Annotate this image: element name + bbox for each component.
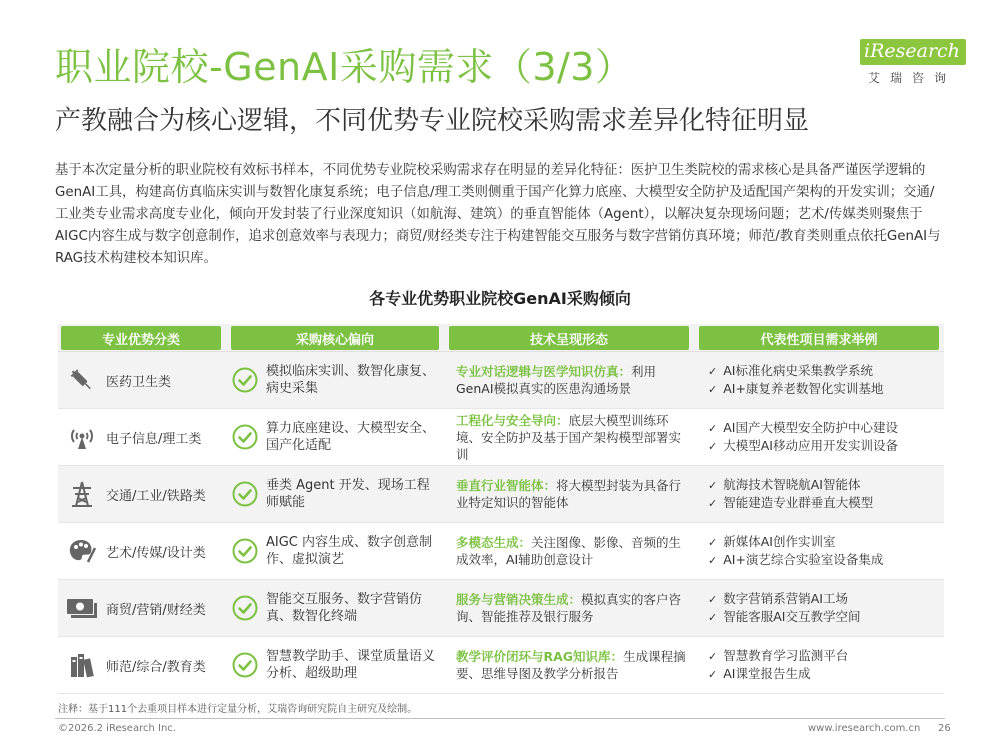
copyright-text: ©2026.2 iResearch Inc.	[58, 723, 176, 734]
check-circle-icon	[224, 652, 266, 678]
checkmark-icon: ✓	[708, 365, 718, 378]
tech-highlight: 工程化与安全导向：	[456, 412, 569, 428]
header-tech: 技术呈现形态	[449, 326, 689, 350]
example-item: ✓ 智能客服AI交互教学空间	[708, 609, 861, 624]
core-text: 模拟临床实训、数智化康复、病史采集	[266, 364, 436, 396]
example-item: ✓ 智能建造专业群垂直大模型	[708, 495, 874, 510]
checkmark-icon: ✓	[708, 554, 718, 567]
table-row	[58, 637, 944, 694]
check-circle-icon	[224, 538, 266, 564]
header-category: 专业优势分类	[61, 326, 221, 350]
core-text: AIGC 内容生成、数字创意制作、虚拟演艺	[266, 535, 433, 567]
category-label: 艺术/传媒/设计类	[106, 545, 206, 561]
logo-text: iResearch	[864, 40, 960, 62]
core-cell	[224, 352, 446, 408]
checkmark-icon: ✓	[708, 650, 718, 663]
checkmark-icon: ✓	[708, 440, 718, 453]
table-row	[58, 352, 944, 409]
iresearch-logo	[858, 33, 970, 91]
category-cell	[58, 637, 224, 693]
tech-text: 将大模型封装为具备行业特定知识的智能体	[456, 478, 682, 510]
example-item: ✓ AI标准化病史采集教学系统	[708, 363, 873, 378]
example-item: ✓ 航海技术智晓航AI智能体	[708, 477, 861, 492]
pylon-icon	[58, 466, 106, 523]
category-cell	[58, 580, 224, 636]
examples-cell	[696, 352, 944, 408]
category-cell	[58, 352, 224, 408]
example-item: ✓ 新媒体AI创作实训室	[708, 534, 836, 549]
core-cell	[224, 637, 446, 693]
page-title: 职业院校-GenAI采购需求（3/3）	[55, 45, 634, 89]
examples-cell	[696, 409, 944, 465]
syringe-icon	[58, 352, 106, 409]
check-circle-icon	[224, 424, 266, 450]
check-circle-icon	[224, 481, 266, 507]
checkmark-icon: ✓	[708, 497, 718, 510]
example-item: ✓ AI课堂报告生成	[708, 666, 811, 681]
logo-cn-text: 艾瑞咨询	[868, 71, 957, 85]
example-item: ✓ AI国产大模型安全防护中心建设	[708, 420, 898, 435]
core-text: 智能交互服务、数字营销仿真、数智化终端	[266, 592, 423, 624]
tech-cell	[446, 466, 696, 522]
intro-paragraph: 基于本次定量分析的职业院校有效标书样本，不同优势专业院校采购需求存在明显的差异化特征：医护卫生类院校的需求核心是具备严谨医学逻辑的GenAI工具，构建高仿真临床实训与数智化康复系统；电子信息/理工类则侧重于国产化算力底座、大模型安全防护及适配国产架构的开发实训；交通/工业类专业需求高度专业化，倾向开发封装了行业深度知识（如航海、建筑）的垂直智能体（Agent），以解决复杂现场问题；艺术/传媒类则聚焦于AIGC内容生成与数字创意制作，追求创意效率与表现力；商贸/财经类专注于构建智能交互服务与数字营销仿真环境；师范/教育类则重点依托GenAI与RAG技术构建校本知识库。	[55, 163, 941, 266]
examples-cell	[696, 637, 944, 693]
header-examples: 代表性项目需求举例	[699, 326, 939, 350]
tech-cell	[446, 409, 696, 465]
tech-cell	[446, 580, 696, 636]
core-text: 智慧教学助手、课堂质量语义分析、超级助理	[266, 649, 436, 681]
examples-cell	[696, 580, 944, 636]
books-icon	[58, 637, 106, 694]
tech-highlight: 专业对话逻辑与医学知识仿真：	[456, 364, 632, 379]
procurement-table	[58, 324, 944, 694]
category-label: 师范/综合/教育类	[106, 659, 206, 675]
example-item: ✓ AI+演艺综合实验室设备集成	[708, 552, 884, 567]
core-cell	[224, 466, 446, 522]
tech-highlight: 多模态生成：	[456, 535, 532, 550]
tech-cell	[446, 637, 696, 693]
core-text: 算力底座建设、大模型安全、国产化适配	[266, 421, 436, 453]
checkmark-icon: ✓	[708, 593, 718, 606]
checkmark-icon: ✓	[708, 536, 718, 549]
category-label: 电子信息/理工类	[106, 431, 202, 447]
palette-icon	[58, 523, 106, 580]
core-text: 垂类 Agent 开发、现场工程师赋能	[266, 478, 430, 510]
checkmark-icon: ✓	[708, 422, 718, 435]
tech-highlight: 教学评价闭环与RAG知识库：	[456, 649, 624, 664]
category-cell	[58, 409, 224, 465]
table-row	[58, 409, 944, 466]
core-cell	[224, 580, 446, 636]
example-item: ✓ 大模型AI移动应用开发实训设备	[708, 438, 898, 453]
antenna-icon	[58, 409, 106, 466]
example-item: ✓ 数字营销系营销AI工场	[708, 591, 848, 606]
category-cell	[58, 466, 224, 522]
table-title: 各专业优势职业院校GenAI采购倾向	[369, 289, 631, 308]
tech-text: 底层大模型训练环境、安全防护及基于国产架构模型部署实训	[456, 412, 682, 462]
tech-text: 模拟真实的客户咨询、智能推荐及银行服务	[456, 592, 682, 624]
tech-text: 利用GenAI模拟真实的医患沟通场景	[456, 364, 657, 396]
tech-text: 生成课程摘要、思维导图及教学分析报告	[456, 649, 686, 681]
tech-highlight: 服务与营销决策生成：	[456, 592, 582, 607]
core-cell	[224, 523, 446, 579]
examples-cell	[696, 466, 944, 522]
category-cell	[58, 523, 224, 579]
tech-highlight: 垂直行业智能体：	[456, 478, 557, 493]
header-core: 采购核心偏向	[231, 326, 439, 350]
page-number: 26	[938, 723, 951, 734]
page-subtitle: 产教融合为核心逻辑，不同优势专业院校采购需求差异化特征明显	[55, 106, 810, 136]
table-row	[58, 580, 944, 637]
category-label: 商贸/营销/财经类	[106, 602, 206, 618]
table-row	[58, 523, 944, 580]
money-icon	[58, 580, 106, 637]
check-circle-icon	[224, 595, 266, 621]
checkmark-icon: ✓	[708, 479, 718, 492]
website-url: www.iresearch.com.cn	[808, 723, 921, 734]
footnote: 注释：基于111个去重项目样本进行定量分析，艾瑞咨询研究院自主研究及绘制。	[58, 704, 418, 715]
check-circle-icon	[224, 367, 266, 393]
table-header-row	[58, 324, 944, 352]
category-label: 医药卫生类	[106, 374, 172, 390]
tech-text: 关注图像、影像、音频的生成效率，AI辅助创意设计	[456, 535, 682, 567]
example-item: ✓ AI+康复养老数智化实训基地	[708, 381, 884, 396]
footer-divider	[55, 718, 945, 719]
checkmark-icon: ✓	[708, 668, 718, 681]
checkmark-icon: ✓	[708, 611, 718, 624]
core-cell	[224, 409, 446, 465]
table-row	[58, 466, 944, 523]
example-item: ✓ 智慧教育学习监测平台	[708, 648, 849, 663]
checkmark-icon: ✓	[708, 383, 718, 396]
category-label: 交通/工业/铁路类	[106, 488, 206, 504]
tech-cell	[446, 352, 696, 408]
tech-cell	[446, 523, 696, 579]
examples-cell	[696, 523, 944, 579]
